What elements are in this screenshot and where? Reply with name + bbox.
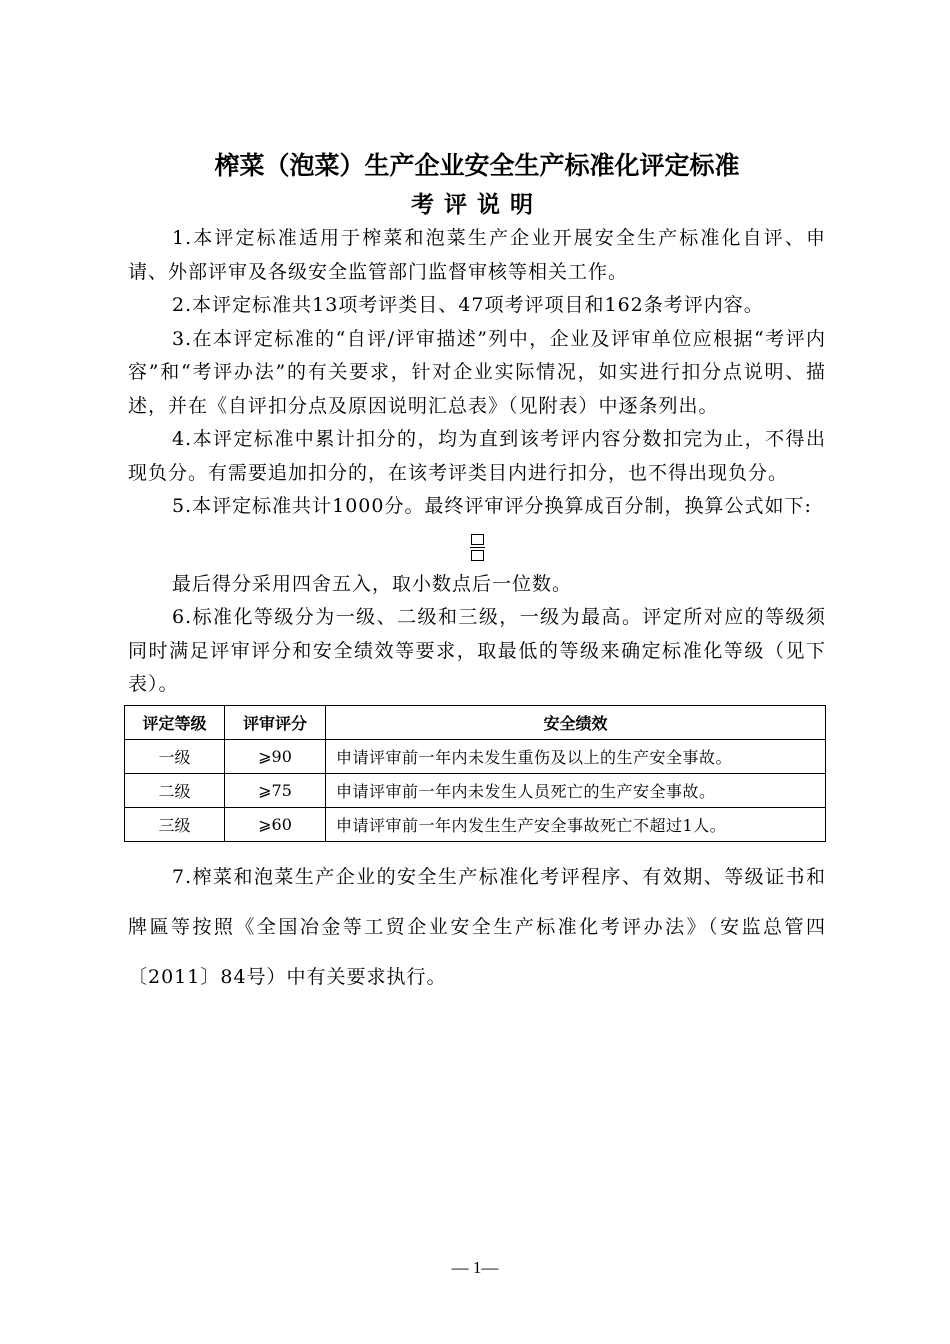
paragraph-7: 7.榨菜和泡菜生产企业的安全生产标准化考评程序、有效期、等级证书和牌匾等按照《全国冶金等工贸企业安全生产标准化考评办法》（安监总管四〔2011〕84号）中有关要求执行。 xyxy=(128,865,826,988)
formula-placeholder xyxy=(128,528,826,568)
performance-cell: 申请评审前一年内发生生产安全事故死亡不超过1人。 xyxy=(326,807,826,841)
formula-box-icon xyxy=(471,534,484,545)
grade-table xyxy=(124,705,826,842)
table-row xyxy=(125,739,826,773)
score-cell: ⩾90 xyxy=(225,739,326,773)
grade-level-cell: 三级 xyxy=(125,807,225,841)
table-header-cell: 评审评分 xyxy=(225,705,326,739)
paragraph-5: 5.本评定标准共计1000分。最终评审评分换算成百分制，换算公式如下: xyxy=(172,495,812,517)
paragraph-4: 4.本评定标准中累计扣分的，均为直到该考评内容分数扣完为止，不得出现负分。有需要追加扣分的，在该考评类目内进行扣分，也不得出现负分。 xyxy=(128,428,826,484)
performance-cell: 申请评审前一年内未发生重伤及以上的生产安全事故。 xyxy=(326,739,826,773)
score-cell: ⩾75 xyxy=(225,773,326,807)
table-header-cell: 安全绩效 xyxy=(326,705,826,739)
section-subtitle: 考评说明 xyxy=(411,192,543,218)
paragraph-3: 3.在本评定标准的“自评/评审描述”列中，企业及评审单位应根据“考评内容”和“考评办法”的有关要求，针对企业实际情况，如实进行扣分点说明、描述，并在《自评扣分点及原因说明汇总表》（见附表）中逐条列出。 xyxy=(128,327,826,417)
paragraph-5-rounding: 最后得分采用四舍五入，取小数点后一位数。 xyxy=(172,572,573,595)
page-number: — 1— xyxy=(451,1258,499,1277)
paragraph-1: 1.本评定标准适用于榨菜和泡菜生产企业开展安全生产标准化自评、申请、外部评审及各级安全监管部门监督审核等相关工作。 xyxy=(128,227,826,283)
grade-level-cell: 一级 xyxy=(125,739,225,773)
document-title: 榨菜（泡菜）生产企业安全生产标准化评定标准 xyxy=(214,151,740,180)
formula-box-icon xyxy=(471,550,484,561)
document-page xyxy=(128,140,826,1002)
paragraph-2: 2.本评定标准共13项考评类目、47项考评项目和162条考评内容。 xyxy=(172,294,764,316)
grade-level-cell: 二级 xyxy=(125,773,225,807)
table-header-row xyxy=(125,705,826,739)
table-header-cell: 评定等级 xyxy=(125,705,225,739)
paragraph-6: 6.标准化等级分为一级、二级和三级，一级为最高。评定所对应的等级须同时满足评审评分和安全绩效等要求，取最低的等级来确定标准化等级（见下表）。 xyxy=(128,606,826,695)
table-row xyxy=(125,807,826,841)
performance-cell: 申请评审前一年内未发生人员死亡的生产安全事故。 xyxy=(326,773,826,807)
score-cell: ⩾60 xyxy=(225,807,326,841)
fraction-bar xyxy=(470,547,485,548)
table-row xyxy=(125,773,826,807)
